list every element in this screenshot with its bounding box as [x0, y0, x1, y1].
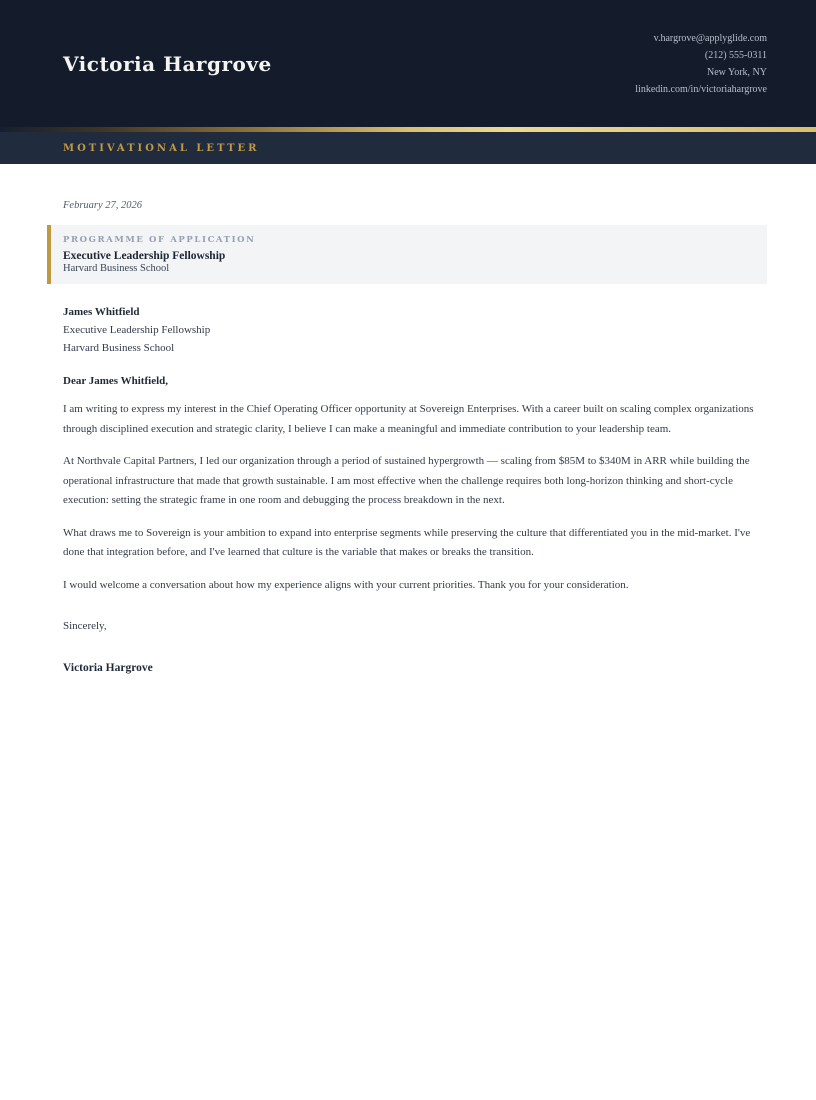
- contact-info: [635, 30, 767, 98]
- paragraph-4: I would welcome a conversation about how my experience aligns with your current priorities. Thank you for your consideration.: [63, 578, 629, 591]
- letter-date: February 27, 2026: [63, 200, 143, 211]
- letter-body: [0, 164, 816, 674]
- contact-phone: (212) 555-0311: [704, 49, 767, 61]
- paragraph-3: What draws me to Sovereign is your ambition to expand into enterprise segments while preserving the culture that differentiated you in the mid-market. I've done that integration before, and I've learned that culture is the variable that makes or breaks the transition.: [63, 526, 751, 558]
- recipient-institution: Harvard Business School: [63, 342, 175, 354]
- contact-location: New York, NY: [706, 66, 767, 78]
- recipient-organization: Executive Leadership Fellowship: [63, 324, 211, 336]
- salutation: Dear James Whitfield,: [63, 375, 168, 387]
- signature-name: Victoria Hargrove: [63, 662, 153, 674]
- programme-institution: Harvard Business School: [63, 263, 170, 274]
- paragraph-1: I am writing to express my interest in the Chief Operating Officer opportunity at Sovereign Enterprises. With a career built on scaling complex organizations through disciplined execution and strategic clarity, I believe I can make a meaningful and immediate contribution to your leadership team.: [63, 403, 754, 435]
- programme-label: PROGRAMME OF APPLICATION: [63, 235, 256, 245]
- programme-box: [47, 225, 767, 284]
- header: [0, 0, 816, 127]
- contact-linkedin: linkedin.com/in/victoriahargrove: [635, 83, 767, 95]
- closing: Sincerely,: [63, 620, 107, 632]
- person-name: Victoria Hargrove: [63, 51, 272, 76]
- recipient-block: [63, 303, 767, 357]
- section-label: MOTIVATIONAL LETTER: [63, 142, 260, 154]
- contact-email: v.hargrove@applyglide.com: [653, 32, 767, 44]
- recipient-name: James Whitfield: [63, 306, 140, 318]
- paragraph-2: At Northvale Capital Partners, I led our organization through a period of sustained hypergrowth — scaling from $85M to $340M in ARR while building the operational infrastructure that made that growth sustainable. I am most effective when the challenge requires both long-horizon thinking and short-cycle execution: setting the strategic frame in one room and debugging the process breakdown in the next.: [63, 455, 750, 506]
- programme-title: Executive Leadership Fellowship: [63, 250, 226, 262]
- section-band: [0, 132, 816, 164]
